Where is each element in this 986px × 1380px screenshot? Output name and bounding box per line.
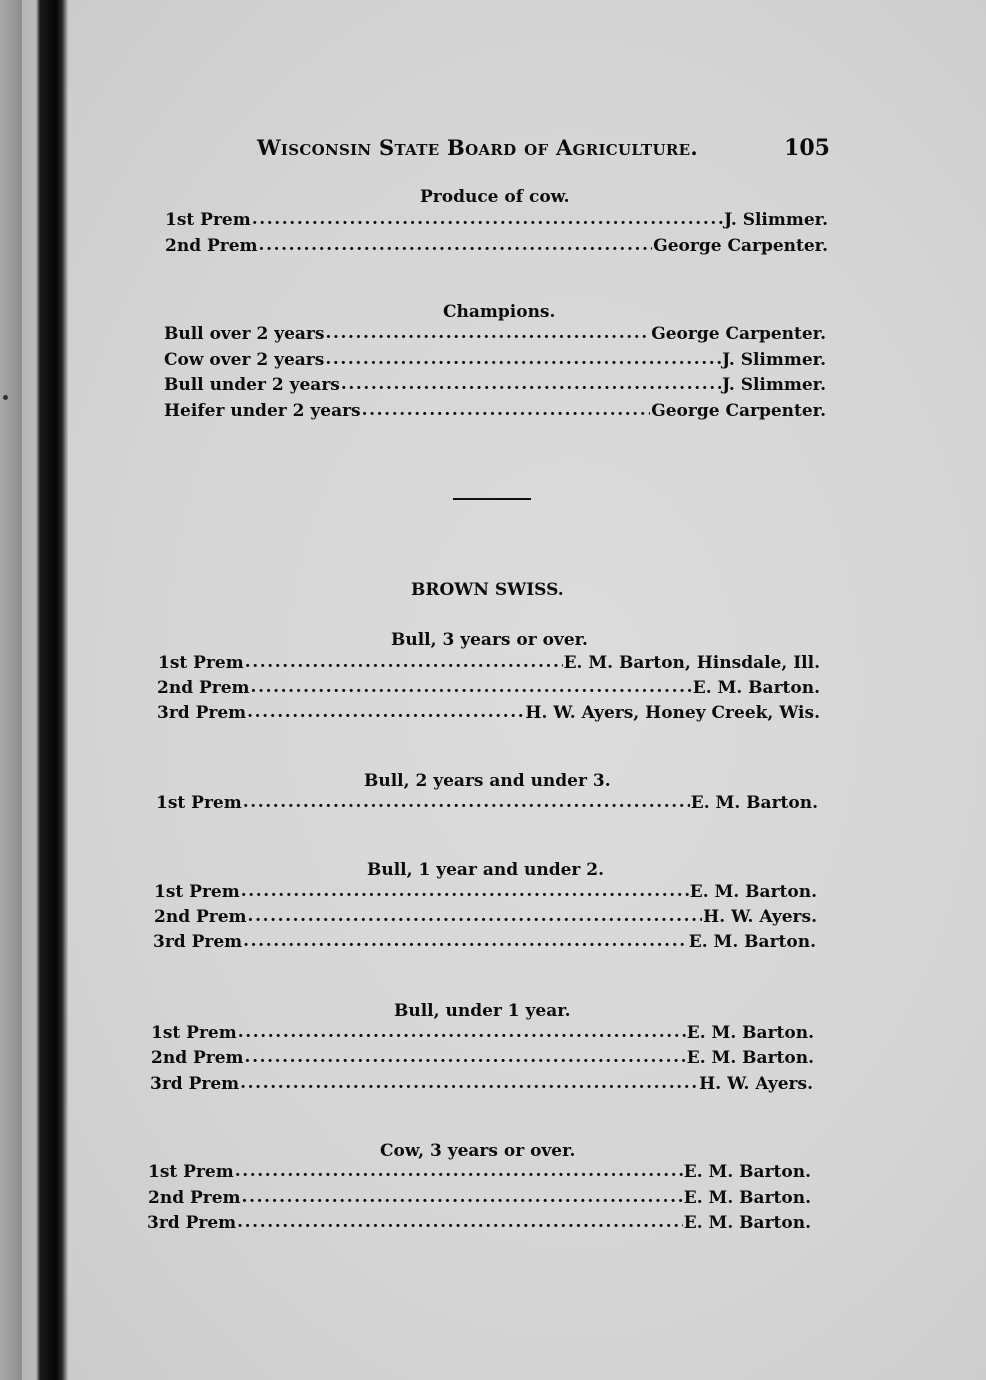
entry-value: J. Slimmer. (724, 210, 828, 230)
entry-value: E. M. Barton. (683, 1162, 811, 1182)
leader-dots (241, 881, 689, 901)
list-item (148, 1188, 811, 1212)
section-heading-bull-1-year: Bull, 1 year and under 2. (367, 860, 605, 880)
entry-label: Bull over 2 years (164, 324, 325, 344)
entry-label: 2nd Prem (151, 1048, 244, 1068)
leader-dots (242, 1187, 683, 1207)
list-item (154, 882, 817, 906)
entry-label: 2nd Prem (165, 236, 258, 256)
list-item (154, 907, 817, 931)
list-item (157, 703, 820, 727)
entry-value: E. M. Barton. (688, 932, 816, 952)
section-heading-bull-under-1: Bull, under 1 year. (394, 1001, 571, 1021)
entry-label: 1st Prem (154, 882, 240, 902)
leader-dots (245, 652, 563, 672)
entry-label: 1st Prem (156, 793, 242, 813)
list-item (164, 350, 826, 374)
list-item (150, 1074, 813, 1098)
section-heading-cow-3-years: Cow, 3 years or over. (380, 1141, 576, 1161)
entry-label: Cow over 2 years (164, 350, 325, 370)
leader-dots (243, 931, 688, 951)
leader-dots (248, 906, 703, 926)
list-item (151, 1048, 814, 1072)
entry-value: E. M. Barton. (683, 1188, 811, 1208)
list-item (164, 324, 826, 348)
entry-value: H. W. Ayers. (703, 907, 817, 927)
entry-value: E. M. Barton. (683, 1213, 811, 1233)
leader-dots (237, 1212, 683, 1232)
leader-dots (259, 235, 653, 255)
entry-value: George Carpenter. (651, 324, 826, 344)
entry-value: H. W. Ayers. (699, 1074, 813, 1094)
section-divider (453, 498, 531, 500)
entry-label: 3rd Prem (147, 1213, 237, 1233)
list-item (151, 1023, 814, 1047)
leader-dots (362, 400, 651, 420)
leader-dots (341, 374, 721, 394)
header-title: Wisconsin State Board of Agriculture. (257, 135, 698, 160)
entry-label: 1st Prem (165, 210, 251, 230)
entry-label: 2nd Prem (157, 678, 250, 698)
entry-label: 2nd Prem (148, 1188, 241, 1208)
entry-value: E. M. Barton. (690, 793, 818, 813)
section-heading-produce-of-cow: Produce of cow. (420, 187, 570, 207)
running-header (257, 131, 830, 165)
list-item (157, 678, 820, 702)
leader-dots (252, 209, 723, 229)
leader-dots (251, 677, 692, 697)
entry-label: 3rd Prem (157, 703, 247, 723)
leader-dots (325, 349, 721, 369)
list-item (164, 375, 826, 399)
section-heading-bull-2-years: Bull, 2 years and under 3. (364, 771, 611, 791)
list-item (147, 1213, 811, 1237)
entry-label: 2nd Prem (154, 907, 247, 927)
leader-dots (240, 1073, 698, 1093)
book-gutter (22, 0, 68, 1380)
entry-value: E. M. Barton. (686, 1048, 814, 1068)
leader-dots (235, 1161, 683, 1181)
list-item (153, 932, 816, 956)
entry-value: J. Slimmer. (722, 375, 826, 395)
entry-value: George Carpenter. (651, 401, 826, 421)
entry-value: E. M. Barton. (692, 678, 820, 698)
entry-label: 1st Prem (148, 1162, 234, 1182)
page-number: 105 (784, 135, 830, 161)
entry-value: J. Slimmer. (722, 350, 826, 370)
leader-dots (238, 1022, 686, 1042)
entry-value: E. M. Barton. (689, 882, 817, 902)
entry-label: Heifer under 2 years (164, 401, 361, 421)
list-item (165, 236, 828, 260)
list-item (156, 793, 818, 817)
leader-dots (243, 792, 690, 812)
section-heading-champions: Champions. (443, 302, 556, 322)
book-edge (0, 0, 22, 1380)
leader-dots (247, 702, 524, 722)
leader-dots (245, 1047, 686, 1067)
entry-label: 3rd Prem (153, 932, 243, 952)
entry-label: 1st Prem (151, 1023, 237, 1043)
ink-speck (3, 395, 8, 400)
breed-title: BROWN SWISS. (411, 580, 564, 600)
entry-label: 3rd Prem (150, 1074, 240, 1094)
section-heading-bull-3-years: Bull, 3 years or over. (391, 630, 588, 650)
leader-dots (325, 323, 650, 343)
entry-value: E. M. Barton, Hinsdale, Ill. (563, 653, 820, 673)
list-item (158, 653, 820, 677)
list-item (165, 210, 828, 234)
entry-value: H. W. Ayers, Honey Creek, Wis. (525, 703, 820, 723)
entry-value: George Carpenter. (653, 236, 828, 256)
entry-label: Bull under 2 years (164, 375, 340, 395)
entry-value: E. M. Barton. (686, 1023, 814, 1043)
list-item (164, 401, 826, 425)
entry-label: 1st Prem (158, 653, 244, 673)
list-item (148, 1162, 811, 1186)
